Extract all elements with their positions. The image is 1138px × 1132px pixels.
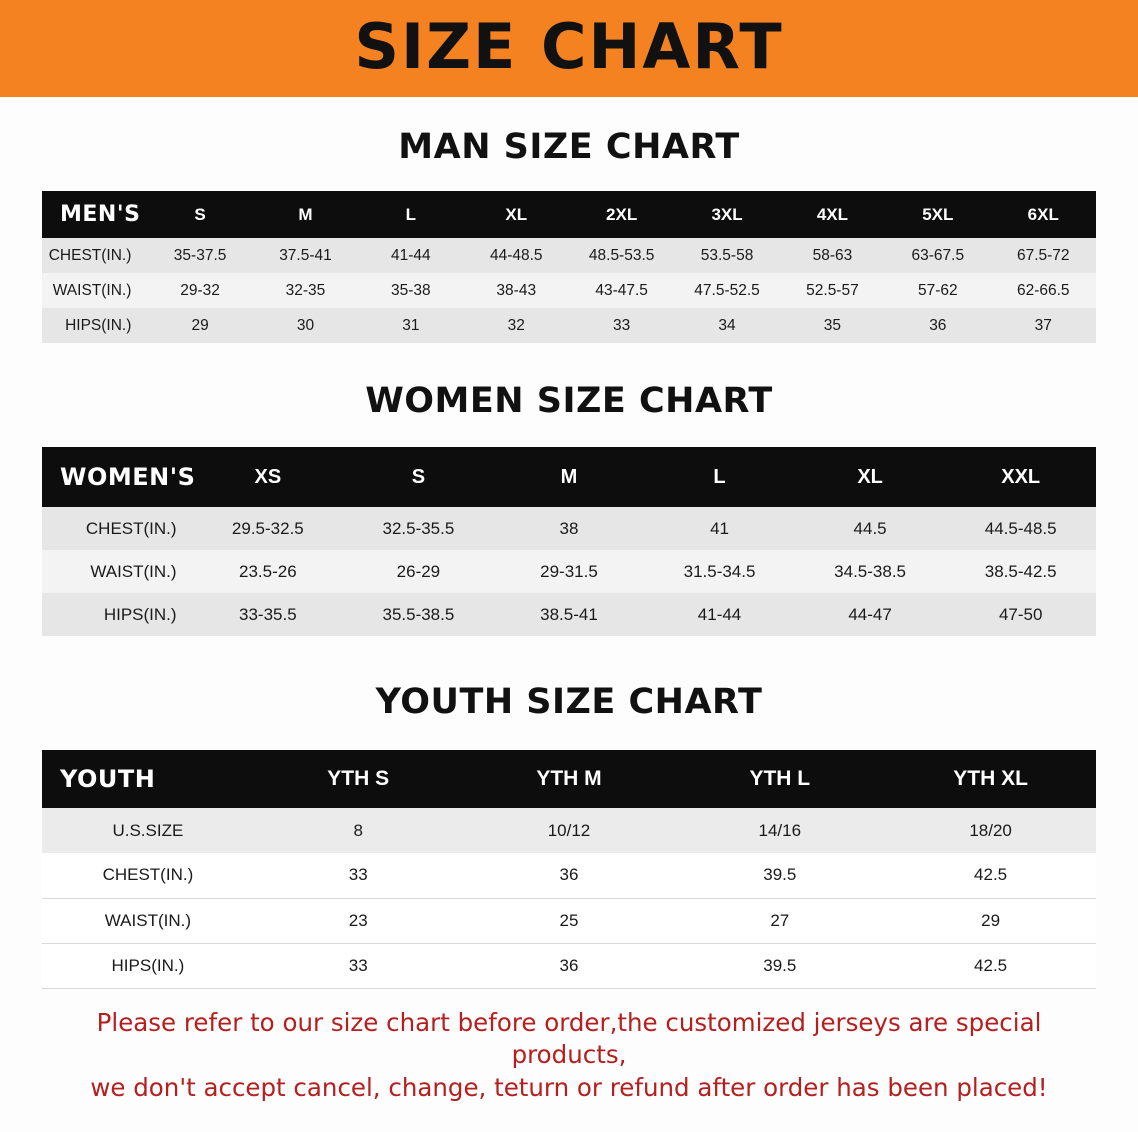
men-row-1-val-1: 32-35 (285, 281, 326, 299)
page-banner (0, 0, 1138, 97)
women-row-0-val-3: 41 (710, 518, 729, 538)
women-row-2-val-2: 38.5-41 (540, 604, 598, 624)
note-line-1: Please refer to our size chart before order,the customized jerseys are special products, (96, 1007, 1042, 1070)
men-row-1-val-7: 57-62 (917, 281, 958, 299)
youth-row-1-label: CHEST(IN.) (102, 865, 194, 885)
women-row-2-val-0: 33-35.5 (239, 604, 297, 624)
table-row (42, 273, 1096, 308)
men-row-1-val-4: 43-47.5 (595, 281, 648, 299)
youth-row-0-label: U.S.SIZE (112, 820, 184, 840)
women-row-0-val-1: 32.5-35.5 (382, 518, 455, 538)
youth-col-0: YTH S (327, 767, 390, 790)
women-row-2-val-4: 44-47 (848, 604, 892, 624)
women-row-1-val-5: 38.5-42.5 (984, 561, 1057, 581)
men-row-2-val-0: 29 (191, 316, 209, 334)
men-row-1-val-5: 47.5-52.5 (694, 281, 760, 299)
men-col-6: 4XL (816, 204, 849, 224)
youth-row-0-val-2: 14/16 (758, 820, 802, 840)
table-header-row (42, 750, 1096, 808)
men-row-2-val-6: 35 (823, 316, 842, 334)
men-row-1-val-3: 38-43 (496, 281, 537, 299)
youth-row-3-val-1: 36 (559, 955, 579, 975)
men-row-1-label: WAIST(IN.) (52, 281, 132, 299)
women-section-title: WOMEN SIZE CHART (365, 381, 773, 421)
table-row (42, 507, 1096, 550)
women-row-1-val-2: 29-31.5 (540, 561, 598, 581)
men-row-0-val-4: 48.5-53.5 (588, 246, 655, 264)
women-header-label: WOMEN'S (60, 463, 196, 491)
men-row-2-val-5: 34 (718, 316, 736, 334)
note-line-2: we don't accept cancel, change, teturn or refund after order has been placed! (90, 1072, 1048, 1102)
women-row-2-val-3: 41-44 (697, 604, 742, 624)
youth-row-0-val-1: 10/12 (547, 820, 591, 840)
men-row-2-val-7: 36 (929, 316, 947, 334)
women-col-3: L (713, 465, 726, 488)
men-row-0-label: CHEST(IN.) (48, 246, 132, 264)
men-row-1-val-8: 62-66.5 (1016, 281, 1070, 299)
men-col-4: 2XL (606, 204, 638, 224)
women-row-1-val-0: 23.5-26 (239, 561, 297, 581)
youth-section-title: YOUTH SIZE CHART (375, 682, 763, 722)
men-row-1-val-2: 35-38 (391, 281, 431, 299)
youth-size-table (42, 750, 1096, 989)
women-row-2-label: HIPS(IN.) (103, 604, 177, 624)
youth-row-1-val-1: 36 (559, 865, 579, 885)
women-col-2: M (560, 465, 578, 488)
women-row-0-val-0: 29.5-32.5 (231, 518, 304, 538)
men-row-2-val-2: 31 (402, 316, 420, 334)
table-row (42, 593, 1096, 636)
women-row-2-val-5: 47-50 (998, 604, 1043, 624)
youth-col-3: YTH XL (953, 767, 1028, 790)
youth-row-2-val-0: 23 (348, 910, 368, 930)
youth-row-0-val-3: 18/20 (969, 820, 1012, 840)
youth-col-1: YTH M (536, 767, 602, 790)
women-row-0-label: CHEST(IN.) (85, 518, 177, 538)
men-row-0-val-3: 44-48.5 (489, 246, 543, 264)
women-row-1-val-4: 34.5-38.5 (834, 561, 907, 581)
women-row-1-label: WAIST(IN.) (90, 561, 177, 581)
youth-row-2-label: WAIST(IN.) (104, 910, 192, 930)
table-row (42, 808, 1096, 853)
men-col-2: L (405, 204, 417, 224)
page-title: SIZE CHART (354, 9, 784, 83)
men-row-0-val-1: 37.5-41 (279, 246, 332, 264)
youth-row-3-label: HIPS(IN.) (111, 955, 185, 975)
women-col-0: XS (254, 465, 282, 488)
men-row-2-val-4: 33 (613, 316, 631, 334)
men-row-0-val-6: 58-63 (812, 246, 853, 264)
men-row-1-val-0: 29-32 (180, 281, 220, 299)
women-col-5: XXL (1001, 465, 1041, 488)
table-row (42, 308, 1096, 343)
men-row-2-label: HIPS(IN.) (65, 316, 132, 334)
men-row-0-val-2: 41-44 (391, 246, 431, 264)
youth-row-1-val-0: 33 (348, 865, 368, 885)
return-policy-note (40, 1007, 1098, 1105)
women-row-0-val-5: 44.5-48.5 (984, 518, 1057, 538)
youth-row-2-val-3: 29 (981, 910, 1001, 930)
man-size-table (42, 191, 1096, 343)
men-col-5: 3XL (711, 204, 743, 224)
table-row (42, 550, 1096, 593)
youth-row-0-val-0: 8 (353, 820, 363, 840)
youth-row-3-val-2: 39.5 (763, 955, 797, 975)
men-row-0-val-7: 63-67.5 (911, 246, 965, 264)
table-row (42, 943, 1096, 988)
youth-header-label: YOUTH (60, 765, 156, 793)
youth-row-2-val-2: 27 (770, 910, 790, 930)
women-col-4: XL (857, 465, 883, 488)
women-row-0-val-4: 44.5 (853, 518, 887, 538)
women-row-1-val-1: 26-29 (396, 561, 441, 581)
men-col-8: 6XL (1027, 204, 1059, 224)
women-row-0-val-2: 38 (559, 518, 579, 538)
women-col-1: S (411, 465, 426, 488)
table-row (42, 853, 1096, 898)
youth-row-1-val-2: 39.5 (763, 865, 797, 885)
table-header-row (42, 191, 1096, 238)
men-row-1-val-6: 52.5-57 (806, 281, 859, 299)
men-header-label: MEN'S (60, 202, 141, 227)
women-row-2-val-1: 35.5-38.5 (382, 604, 455, 624)
table-header-row (42, 447, 1096, 507)
men-col-0: S (194, 204, 206, 224)
youth-row-1-val-3: 42.5 (974, 865, 1008, 885)
table-row (42, 898, 1096, 943)
men-row-2-val-3: 32 (507, 316, 525, 334)
men-row-2-val-8: 37 (1034, 316, 1052, 334)
youth-col-2: YTH L (749, 767, 811, 790)
men-col-7: 5XL (922, 204, 954, 224)
youth-row-3-val-0: 33 (348, 955, 368, 975)
men-row-0-val-8: 67.5-72 (1016, 246, 1070, 264)
man-section-title: MAN SIZE CHART (398, 127, 740, 167)
men-row-0-val-0: 35-37.5 (173, 246, 227, 264)
men-row-2-val-1: 30 (296, 316, 315, 334)
youth-row-2-val-1: 25 (559, 910, 579, 930)
men-col-1: M (298, 204, 313, 224)
table-row (42, 238, 1096, 273)
youth-row-3-val-3: 42.5 (974, 955, 1008, 975)
women-row-1-val-3: 31.5-34.5 (683, 561, 756, 581)
women-size-table (42, 447, 1096, 636)
men-row-0-val-5: 53.5-58 (700, 246, 754, 264)
men-col-3: XL (505, 204, 528, 224)
